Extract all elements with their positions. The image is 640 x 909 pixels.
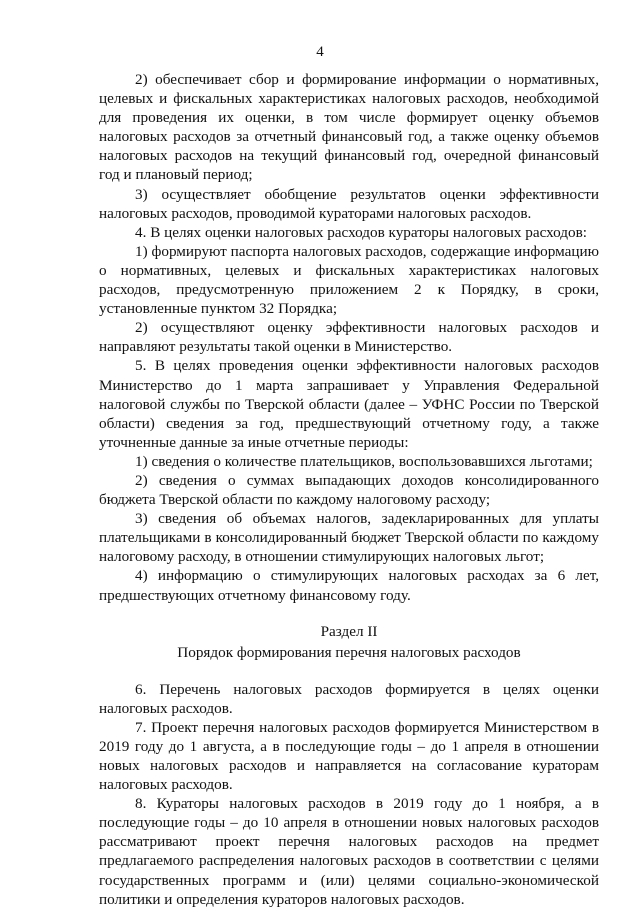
paragraph: 4. В целях оценки налоговых расходов кураторы налоговых расходов: (135, 223, 588, 241)
section-title: Порядок формирования перечня налоговых расходов (177, 643, 521, 661)
paragraph: 6. Перечень налоговых расходов формируется в целях оценки налоговых расходов. (99, 680, 599, 717)
section-label: Раздел II (320, 622, 378, 640)
paragraph: 2) осуществляют оценку эффективности налоговых расходов и направляют результаты такой оценки в Министерство. (99, 319, 599, 356)
paragraph: 2) обеспечивает сбор и формирование информации о нормативных, целевых и фискальных характеристиках налоговых расходов, необходимой для проведения их оценки, в том числе формирует оценку объемов налоговых расходов за отчетный финансовый год, а также оценку объемов налоговых расходов на текущий финансовый год, очередной финансовый год и плановый период; (99, 71, 599, 184)
paragraph: 3) сведения об объемах налогов, задекларированных для уплаты плательщиками в консолидированный бюджет Тверской области по каждому налоговому расходу, в отношении стимулирующих налоговых льгот; (99, 510, 599, 566)
section-heading (99, 621, 599, 663)
paragraph: 4) информацию о стимулирующих налоговых расходах за 6 лет, предшествующих отчетному финансовому году. (99, 567, 599, 604)
document-body (99, 70, 599, 909)
paragraph: 1) сведения о количестве плательщиков, воспользовавшихся льготами; (135, 452, 593, 470)
paragraph: 1) формируют паспорта налоговых расходов, содержащие информацию о нормативных, целевых и фискальных характеристиках налоговых расходов, предусмотренную приложением 2 к Порядку, в сроки, установленные пунктом 32 Порядка; (99, 242, 599, 318)
paragraph: 2) сведения о суммах выпадающих доходов консолидированного бюджета Тверской области по каждому налоговому расходу; (99, 471, 599, 509)
paragraph: 8. Кураторы налоговых расходов в 2019 году до 1 ноября, а в последующие годы – до 10 апреля в отношении новых налоговых расходов рассматривают проект перечня налоговых расходов на предмет предлагаемого распределения налоговых расходов в соответствии с целями государственных программ и (или) целями социально-экономической политики и определения кураторов налоговых расходов. (99, 795, 599, 908)
paragraph: 3) осуществляет обобщение результатов оценки эффективности налоговых расходов, проводимой кураторами налоговых расходов. (99, 185, 599, 222)
page-number: 4 (316, 44, 324, 60)
paragraph: 5. В целях проведения оценки эффективности налоговых расходов Министерство до 1 марта запрашивает у Управления Федеральной налоговой службы по Тверской области (далее – УФНС России по Тверской области) сведения за год, предшествующий отчетному году, а также уточненные данные за иные отчетные периоды: (99, 357, 599, 451)
paragraph: 7. Проект перечня налоговых расходов формируется Министерством в 2019 году до 1 августа, а в последующие годы – до 1 апреля в отношении новых налоговых расходов и направляется на согласование кураторам налоговых расходов. (99, 718, 599, 794)
